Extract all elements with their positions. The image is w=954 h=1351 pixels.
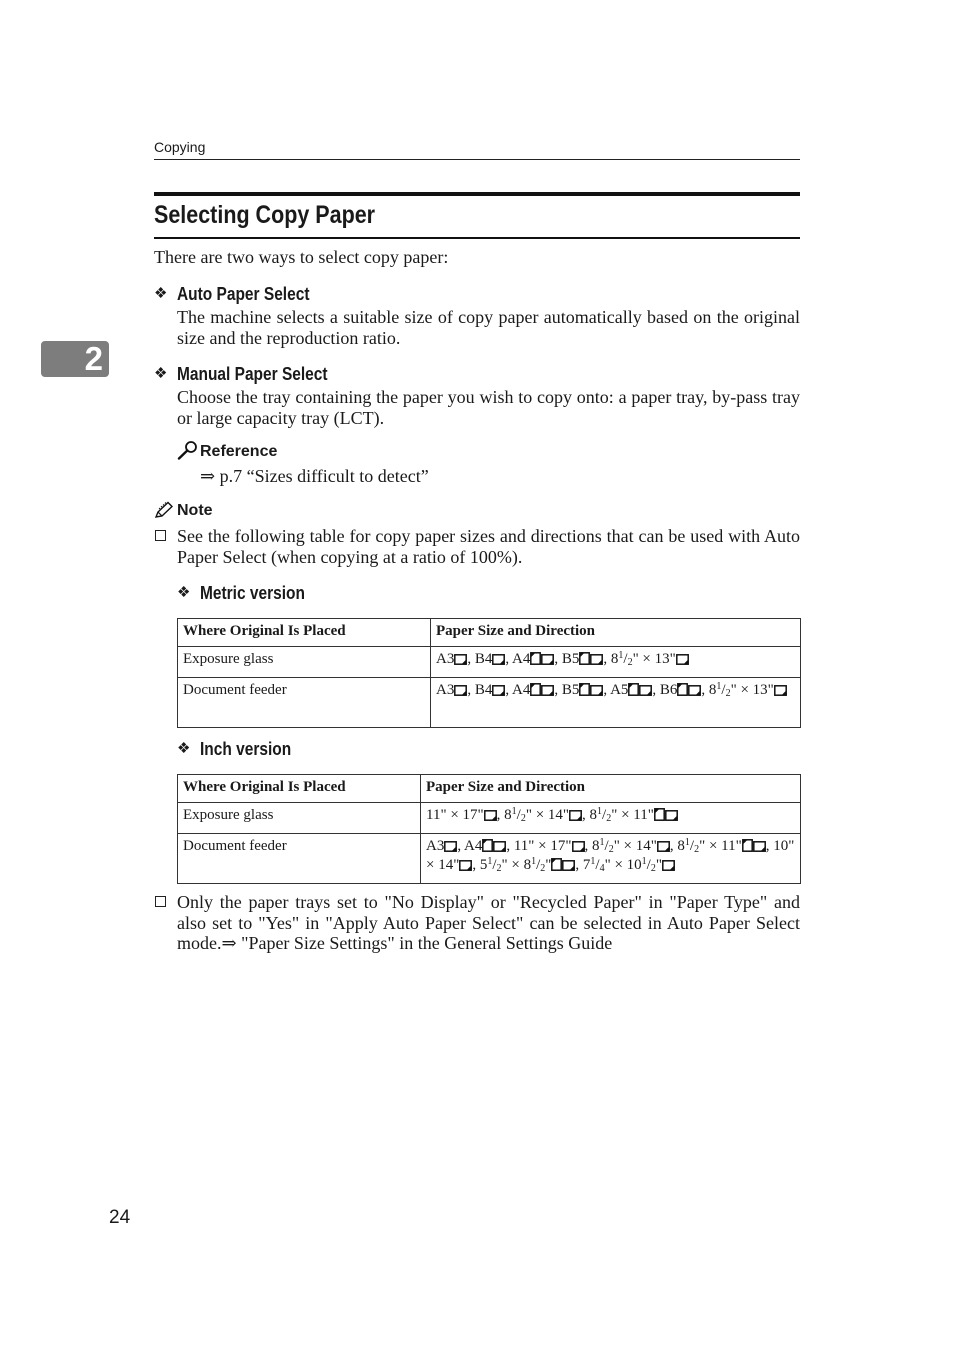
landscape-paper-icon (590, 685, 603, 696)
auto-paper-select-text: The machine selects a suitable size of copy paper automatically based on the original size and the reproduction ratio. (177, 307, 800, 348)
diamond-bullet-icon: ❖ (177, 585, 191, 601)
page-title: Selecting Copy Paper (154, 201, 376, 229)
note-item-2-text: Only the paper trays set to "No Display" or "Recycled Paper" in "Paper Type" and also set to "Yes" in "Apply Auto Paper Select" can be selected in Auto Paper Select mode. (177, 892, 800, 953)
table-cell-where: Document feeder (178, 834, 421, 884)
landscape-paper-icon (572, 841, 585, 852)
landscape-paper-icon (676, 654, 689, 665)
landscape-paper-icon (639, 685, 652, 696)
landscape-paper-icon (688, 685, 701, 696)
landscape-paper-icon (492, 685, 505, 696)
reference-text: p.7 “Sizes difficult to detect” (219, 466, 429, 486)
table-header-cell: Where Original Is Placed (178, 775, 421, 803)
landscape-paper-icon (562, 860, 575, 871)
portrait-paper-icon (482, 839, 493, 852)
chapter-number: 2 (84, 340, 103, 377)
landscape-paper-icon (492, 654, 505, 665)
general-settings-guide-link[interactable]: "Paper Size Settings" in the General Settings Guide (241, 933, 613, 953)
note-item-1: See the following table for copy paper sizes and directions that can be used with Auto Paper Select (when copying at a ratio of 100%). (177, 526, 800, 567)
landscape-paper-icon (493, 841, 506, 852)
auto-paper-select-heading: Auto Paper Select (177, 284, 310, 304)
chapter-tab (41, 341, 109, 377)
arrow-icon: ⇒ (221, 933, 237, 953)
arrow-icon: ⇒ (200, 466, 216, 486)
landscape-paper-icon (484, 810, 497, 821)
table-header-cell: Where Original Is Placed (178, 619, 431, 647)
inch-version-heading: Inch version (200, 739, 292, 759)
portrait-paper-icon (530, 683, 541, 696)
landscape-paper-icon (541, 685, 554, 696)
table-row (178, 834, 801, 884)
reference-label: Reference (200, 443, 278, 460)
note-item-2 (177, 892, 800, 954)
landscape-paper-icon (665, 810, 678, 821)
diamond-bullet-icon: ❖ (154, 286, 168, 302)
magnifier-reference-icon (177, 440, 199, 460)
landscape-paper-icon (444, 841, 457, 852)
table-cell-sizes: A3 , A4 , 11" × 17" , $8^1/_2$" × 14" , $8^1/_2$" × 11" , 10" × 14" , $5^1/_2$" × $8^1/_2$" , $7^1/_4$" × $10^1/_2$" (421, 834, 801, 884)
metric-table (177, 618, 801, 728)
landscape-paper-icon (569, 810, 582, 821)
pencil-note-icon (154, 501, 174, 519)
checkbox-bullet-icon (155, 896, 166, 907)
table-cell-sizes: 11" × 17" , $8^1/_2$" × 14" , $8^1/_2$" × 11" (421, 803, 801, 834)
title-rule-top (154, 192, 800, 196)
diamond-bullet-icon: ❖ (177, 741, 191, 757)
page-number: 24 (109, 1207, 131, 1228)
manual-paper-select-text: Choose the tray containing the paper you wish to copy onto: a paper tray, by-pass tray or large capacity tray (LCT). (177, 387, 800, 428)
table-header-cell: Paper Size and Direction (421, 775, 801, 803)
table-cell-sizes: A3 , B4 , A4 , B5 , $8^1/_2$" × 13" (431, 647, 801, 678)
header-divider (154, 159, 800, 160)
table-cell-where: Document feeder (178, 678, 431, 728)
portrait-paper-icon (628, 683, 639, 696)
landscape-paper-icon (657, 841, 670, 852)
landscape-paper-icon (590, 654, 603, 665)
note-label: Note (177, 502, 213, 519)
landscape-paper-icon (454, 654, 467, 665)
reference-link[interactable] (200, 466, 429, 487)
portrait-paper-icon (579, 652, 590, 665)
running-head: Copying (154, 139, 206, 155)
manual-paper-select-heading: Manual Paper Select (177, 364, 328, 384)
table-header-row (178, 775, 801, 803)
table-cell-where: Exposure glass (178, 803, 421, 834)
table-row (178, 803, 801, 834)
inch-table (177, 774, 801, 884)
table-row (178, 647, 801, 678)
table-cell-sizes: A3 , B4 , A4 , B5 , A5 , B6 , $8^1/_2$" × 13" (431, 678, 801, 728)
table-header-cell: Paper Size and Direction (431, 619, 801, 647)
portrait-paper-icon (530, 652, 541, 665)
checkbox-bullet-icon (155, 530, 166, 541)
table-header-row (178, 619, 801, 647)
landscape-paper-icon (454, 685, 467, 696)
metric-version-heading: Metric version (200, 583, 305, 603)
landscape-paper-icon (662, 860, 675, 871)
landscape-paper-icon (459, 860, 472, 871)
portrait-paper-icon (742, 839, 753, 852)
diamond-bullet-icon: ❖ (154, 366, 168, 382)
portrait-paper-icon (654, 808, 665, 821)
landscape-paper-icon (753, 841, 766, 852)
portrait-paper-icon (677, 683, 688, 696)
title-rule-bottom (154, 237, 800, 239)
landscape-paper-icon (541, 654, 554, 665)
table-cell-where: Exposure glass (178, 647, 431, 678)
portrait-paper-icon (579, 683, 590, 696)
intro-text: There are two ways to select copy paper: (154, 247, 449, 267)
table-row (178, 678, 801, 728)
portrait-paper-icon (551, 858, 562, 871)
landscape-paper-icon (774, 685, 787, 696)
